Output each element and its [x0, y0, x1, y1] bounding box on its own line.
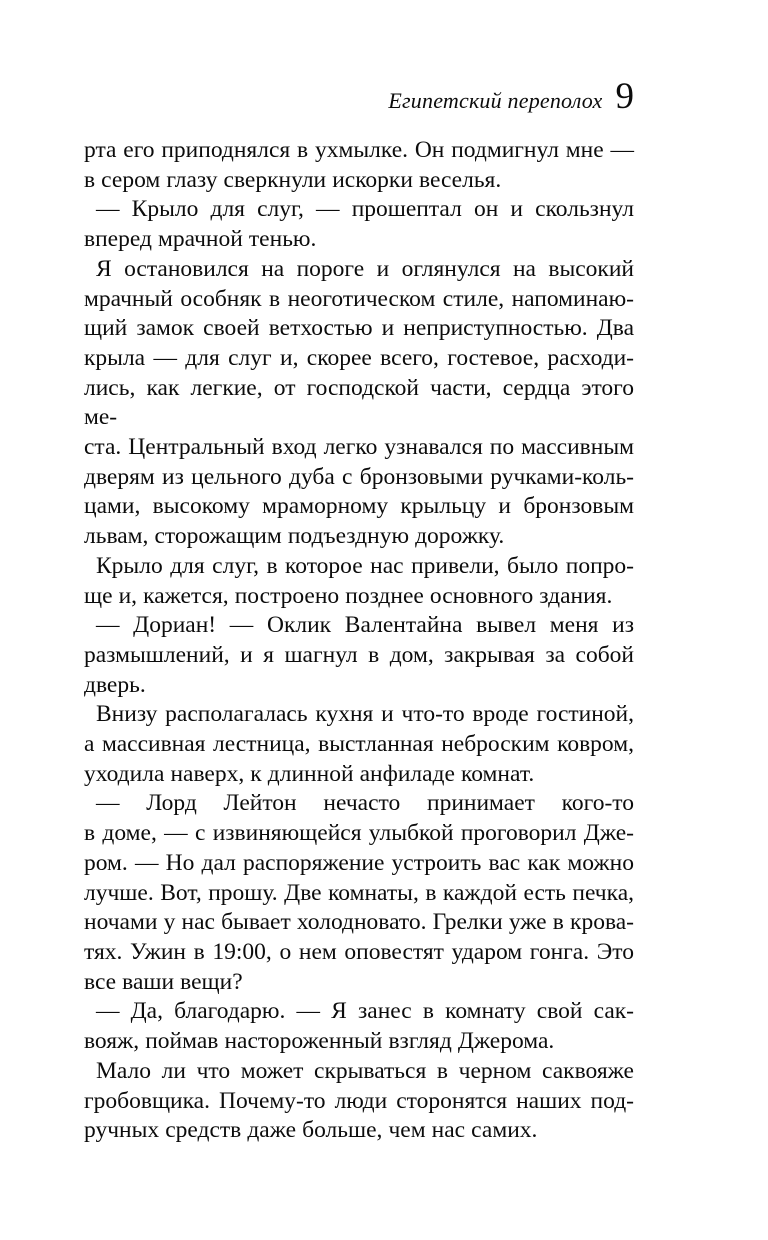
text-line: — Лорд Лейтон нечасто принимает кого-то [96, 790, 634, 817]
text-line: уходила наверх, к длинной анфиладе комнат. [84, 760, 535, 787]
text-line: лучше. Вот, прошу. Две комнаты, в каждой есть печка, [84, 879, 634, 906]
text-line: крыла — для слуг и, скорее всего, гостевое, расходи- [84, 344, 634, 371]
text-line: тях. Ужин в 19:00, о нем оповестят ударом гонга. Это [84, 938, 634, 965]
text-line: — Крыло для слуг, — прошептал он и скользнул [96, 196, 634, 223]
text-line: в доме, — с извиняющейся улыбкой проговорил Дже- [84, 820, 634, 847]
text-line: ручных средств даже больше, чем нас самих. [84, 1117, 538, 1144]
text-line: дверь. [84, 671, 146, 698]
text-line: гробовщика. Почему-то люди сторонятся наших под- [84, 1087, 634, 1114]
text-line: вояж, поймав настороженный взгляд Джерома. [84, 1028, 555, 1055]
page-number: 9 [615, 76, 634, 117]
text-line: рта его приподнялся в ухмылке. Он подмигнул мне — [84, 137, 634, 163]
text-line: лись, как легкие, от господской части, сердца этого ме- [84, 374, 634, 431]
running-head [84, 78, 634, 119]
text-line: львам, сторожащим подъездную дорожку. [84, 523, 505, 550]
running-title: Египетский переполох [388, 88, 603, 113]
text-line: вперед мрачной тенью. [84, 226, 317, 253]
text-line: цами, высокому мраморному крыльцу и бронзовым [84, 493, 634, 520]
text-line: размышлений, и я шагнул в дом, закрывая за собой [84, 641, 634, 668]
text-line: — Дориан! — Оклик Валентайна вывел меня из [96, 612, 634, 639]
text-line: Мало ли что может скрываться в черном саквояже [96, 1057, 634, 1084]
text-line: ром. — Но дал распоряжение устроить вас как можно [84, 849, 634, 876]
text-line: ста. Центральный вход легко узнавался по массивным [84, 434, 634, 461]
text-line: Внизу располагалась кухня и что-то вроде гостиной, [96, 701, 634, 728]
text-line: — Да, благодарю. — Я занес в комнату свой сак- [96, 998, 634, 1025]
text-line: ще и, кажется, построено позднее основного здания. [84, 582, 613, 609]
text-line: щий замок своей ветхостью и неприступностью. Два [84, 315, 634, 342]
text-line: ночами у нас бывает холодновато. Грелки уже в крова- [84, 909, 634, 936]
text-line: в сером глазу сверкнули искорки веселья. [84, 166, 502, 193]
text-line: Крыло для слуг, в которое нас привели, было попро- [96, 552, 634, 579]
text-line: дверям из цельного дуба с бронзовыми ручками-коль- [84, 463, 634, 490]
text-line: а массивная лестница, выстланная неброским ковром, [84, 731, 634, 758]
text-line: мрачный особняк в неоготическом стиле, напоминаю- [84, 285, 634, 312]
text-line: Я остановился на пороге и оглянулся на высокий [96, 255, 634, 282]
body-text [84, 136, 634, 1146]
text-line: все ваши вещи? [84, 968, 243, 995]
